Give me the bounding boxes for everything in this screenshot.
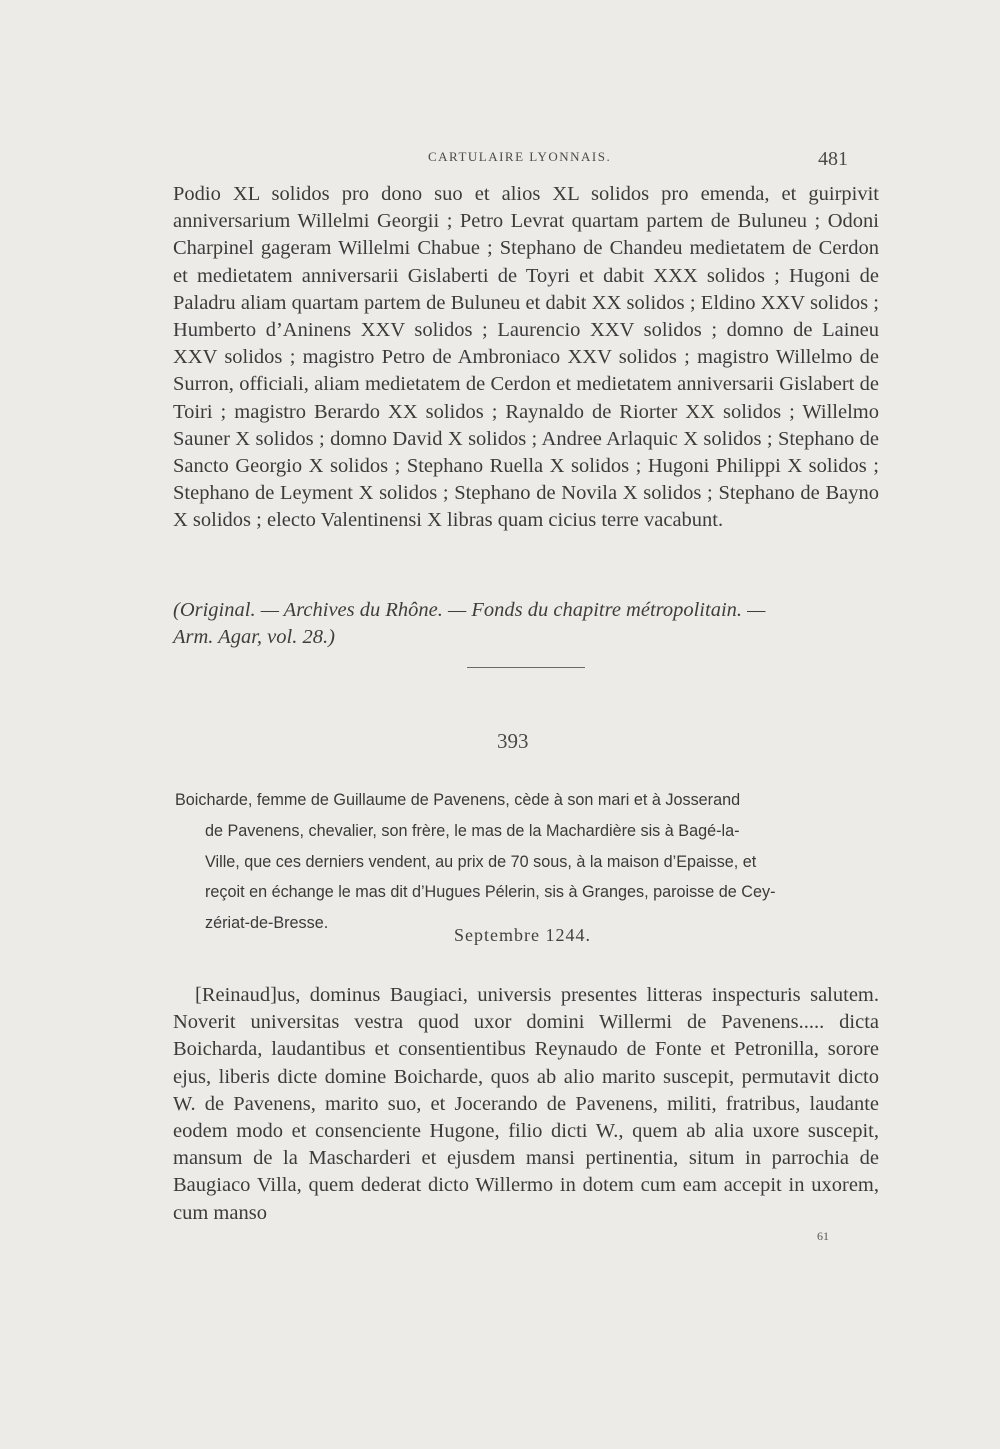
- summary-line: zériat-de-Bresse.: [205, 914, 329, 933]
- running-head: CARTULAIRE LYONNAIS.: [428, 149, 612, 164]
- section-divider: [467, 667, 585, 668]
- document-number: 393: [497, 729, 529, 753]
- summary-line: Boicharde, femme de Guillaume de Pavenens, cède à son mari et à Josserand: [175, 791, 741, 809]
- summary-line: reçoit en échange le mas dit d’Hugues Pélerin, sis à Granges, paroisse de Cey-: [205, 883, 776, 902]
- source-citation: [173, 597, 879, 651]
- summary-line: Ville, que ces derniers vendent, au prix de 70 sous, à la maison d’Epaisse, et: [205, 852, 757, 871]
- body-paragraph: [173, 982, 879, 1227]
- citation-line-1: (Original. — Archives du Rhône. — Fonds du chapitre métropolitain. —: [173, 599, 766, 621]
- signature-mark: 61: [817, 1229, 829, 1243]
- summary-line: de Pavenens, chevalier, son frère, le mas de la Machardière sis à Bagé-la-: [205, 821, 740, 840]
- page-number: 481: [818, 148, 848, 170]
- charter-text: [Reinaud]us, dominus Baugiaci, universis presentes litteras inspecturis salutem. Noverit universitas vestra quod uxor domini Willermi de Pavenens..... dicta Boicharda, laudantibus et consentientibus Reynaudo de Fonte et Petronilla, sorore ejus, liberis dicte domine Boicharde, quos ab alio marito suscepit, permutavit dicto W. de Pavenens, marito suo, et Jocerando de Pavenens, militi, fratribus, laudante eodem modo et consenciente Hugone, filio dicti W., quem ab alia uxore suscepit, mansum de la Mascharderi et ejusdem mansi pertinentia, situm in parrochia de Baugiaco Villa, quem dederat dicto Willermo in dotem cum eam accepit in uxorem, cum manso: [173, 984, 879, 1224]
- document-date: Septembre 1244.: [454, 925, 591, 945]
- body-paragraph-continued: Podio XL solidos pro dono suo et alios XL solidos pro emenda, et guirpivit anniversarium Willelmi Georgii ; Petro Levrat quartam partem de Buluneu ; Odoni Charpinel gageram Willelmi Chabue ; Stephano de Chandeu medietatem de Cerdon et medietatem anniversarii Gislaberti de Toyri et dabit XXX solidos ; Hugoni de Paladru aliam quartam partem de Buluneu et dabit XX solidos ; Eldino XXV solidos ; Humberto d’Aninens XXV solidos ; Laurencio XXV solidos ; domno de Laineu XXV solidos ; magistro Petro de Ambroniaco XXV solidos ; magistro Willelmo de Surron, officiali, aliam medietatem de Cerdon et medietatem anniversarii Gislabert de Toiri ; magistro Berardo XX solidos ; Raynaldo de Riorter XX solidos ; Willelmo Sauner X solidos ; domno David X solidos ; Andree Arlaquic X solidos ; Stephano de Sancto Georgio X solidos ; Stephano Ruella X solidos ; Hugoni Philippi X solidos ; Stephano de Leyment X solidos ; Stephano de Novila X solidos ; Stephano de Bayno X solidos ; electo Valentinensi X libras quam cicius terre vacabunt.: [173, 183, 879, 532]
- citation-line-2: Arm. Agar, vol. 28.): [173, 626, 335, 648]
- document-summary: [175, 785, 881, 939]
